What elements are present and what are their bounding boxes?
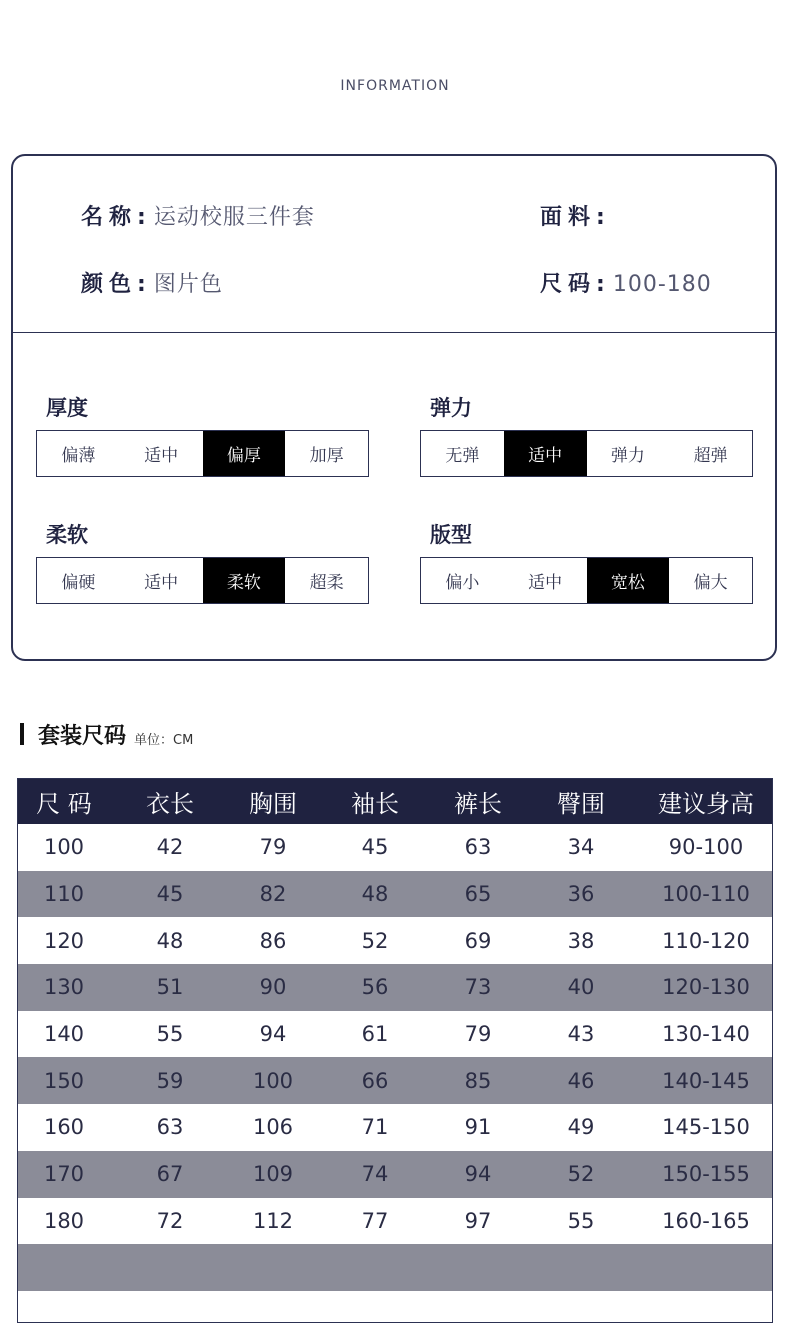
info-color: 颜色: 图片色 — [81, 272, 223, 297]
table-cell: 86 — [259, 928, 287, 953]
attr-option: 偏大 — [693, 573, 728, 593]
table-cell: 43 — [567, 1022, 595, 1047]
table-cell: 48 — [361, 882, 389, 907]
table-cell: 42 — [156, 835, 184, 860]
attr-option: 偏小 — [445, 573, 480, 593]
table-row — [18, 1244, 772, 1291]
table-header-cell: 尺 码 — [36, 790, 92, 818]
size-section-heading: 套装尺码 — [38, 723, 127, 749]
table-cell: 85 — [464, 1068, 492, 1093]
attr-option: 超柔 — [309, 573, 344, 593]
attr-softness-options — [36, 557, 369, 604]
table-cell: 73 — [464, 975, 492, 1000]
info-name-value: 运动校服三件套 — [153, 205, 315, 230]
table-cell: 74 — [361, 1162, 389, 1187]
size-section-title — [20, 720, 193, 748]
attr-softness-title: 柔软 — [46, 523, 88, 547]
table-row — [18, 917, 772, 964]
attr-option: 加厚 — [309, 446, 344, 466]
table-cell: 97 — [464, 1208, 492, 1233]
attr-option: 适中 — [144, 446, 179, 466]
table-cell: 106 — [252, 1115, 294, 1140]
info-fabric-label: 面料 — [540, 205, 597, 230]
table-cell: 49 — [567, 1115, 595, 1140]
table-cell: 36 — [567, 882, 595, 907]
table-cell: 130-140 — [662, 1022, 750, 1047]
table-cell: 90-100 — [668, 835, 744, 860]
table-cell: 130 — [43, 975, 85, 1000]
page-heading: INFORMATION — [340, 78, 450, 94]
table-cell: 48 — [156, 928, 184, 953]
table-cell: 120-130 — [662, 975, 750, 1000]
table-cell: 100-110 — [662, 882, 750, 907]
table-cell: 45 — [156, 882, 184, 907]
info-color-value: 图片色 — [153, 272, 223, 297]
attr-option: 偏薄 — [61, 446, 96, 466]
table-cell: 40 — [567, 975, 595, 1000]
table-cell: 160-165 — [662, 1208, 750, 1233]
size-table — [17, 778, 773, 1323]
table-cell: 79 — [259, 835, 287, 860]
table-cell: 52 — [361, 928, 389, 953]
attr-fit-options — [420, 557, 753, 604]
table-cell: 55 — [156, 1022, 184, 1047]
table-cell: 145-150 — [662, 1115, 750, 1140]
attr-elasticity-title: 弹力 — [430, 396, 472, 420]
table-cell: 180 — [43, 1208, 85, 1233]
table-cell: 79 — [464, 1022, 492, 1047]
table-cell: 110-120 — [662, 928, 750, 953]
product-info-card — [11, 154, 777, 661]
attr-option: 超弹 — [693, 446, 728, 466]
table-cell: 90 — [259, 975, 287, 1000]
table-cell: 140 — [43, 1022, 85, 1047]
info-size-label: 尺码 — [540, 272, 597, 297]
table-cell: 46 — [567, 1068, 595, 1093]
attr-option: 适中 — [528, 573, 563, 593]
table-cell: 120 — [43, 928, 85, 953]
table-cell: 100 — [252, 1068, 294, 1093]
table-row — [18, 824, 772, 871]
attr-fit-title: 版型 — [430, 523, 472, 547]
table-cell: 61 — [361, 1022, 389, 1047]
table-row — [18, 964, 772, 1011]
attr-option: 偏硬 — [61, 573, 96, 593]
attr-option: 宽松 — [587, 558, 670, 603]
title-bar-marker — [20, 723, 24, 745]
table-row — [18, 1104, 772, 1151]
table-cell: 170 — [43, 1162, 85, 1187]
attr-elasticity-options — [420, 430, 753, 477]
table-cell: 82 — [259, 882, 287, 907]
table-cell: 66 — [361, 1068, 389, 1093]
table-cell: 77 — [361, 1208, 389, 1233]
info-size: 尺码: 100-180 — [540, 272, 712, 297]
table-header-cell: 胸围 — [249, 790, 297, 818]
table-header-cell: 裤长 — [454, 790, 502, 818]
table-cell: 112 — [252, 1208, 294, 1233]
table-row — [18, 1057, 772, 1104]
table-cell: 38 — [567, 928, 595, 953]
table-cell: 34 — [567, 835, 595, 860]
table-cell: 140-145 — [662, 1068, 750, 1093]
info-name: 名称: 运动校服三件套 — [81, 205, 315, 230]
table-cell: 59 — [156, 1068, 184, 1093]
table-cell: 109 — [252, 1162, 294, 1187]
table-cell: 100 — [43, 835, 85, 860]
table-cell: 94 — [464, 1162, 492, 1187]
table-row — [18, 1291, 772, 1323]
table-cell: 52 — [567, 1162, 595, 1187]
table-cell: 94 — [259, 1022, 287, 1047]
table-cell: 160 — [43, 1115, 85, 1140]
table-cell: 150 — [43, 1068, 85, 1093]
table-cell: 67 — [156, 1162, 184, 1187]
card-divider — [13, 332, 775, 333]
attr-option: 适中 — [144, 573, 179, 593]
table-row — [18, 1151, 772, 1198]
table-cell: 65 — [464, 882, 492, 907]
attr-option: 适中 — [504, 431, 587, 476]
table-header-cell: 建议身高 — [658, 790, 754, 818]
attr-thickness-options — [36, 430, 369, 477]
attr-thickness-title: 厚度 — [46, 396, 88, 420]
table-cell: 63 — [464, 835, 492, 860]
table-row — [18, 871, 772, 918]
table-cell: 45 — [361, 835, 389, 860]
info-size-value: 100-180 — [612, 272, 712, 297]
info-color-label: 颜色 — [81, 272, 138, 297]
attr-option: 柔软 — [203, 558, 286, 603]
table-cell: 55 — [567, 1208, 595, 1233]
size-section-unit: 单位：CM — [134, 732, 194, 748]
attr-option: 无弹 — [445, 446, 480, 466]
table-cell: 69 — [464, 928, 492, 953]
table-cell: 63 — [156, 1115, 184, 1140]
table-cell: 56 — [361, 975, 389, 1000]
table-row — [18, 1011, 772, 1058]
info-fabric: 面料: — [540, 205, 605, 230]
table-cell: 72 — [156, 1208, 184, 1233]
table-cell: 71 — [361, 1115, 389, 1140]
table-header-cell: 臀围 — [557, 790, 605, 818]
table-cell: 91 — [464, 1115, 492, 1140]
table-cell: 110 — [43, 882, 85, 907]
table-row — [18, 1198, 772, 1245]
table-header-cell: 衣长 — [146, 790, 194, 818]
info-name-label: 名称 — [81, 205, 138, 230]
table-header-row — [18, 779, 772, 824]
table-cell: 51 — [156, 975, 184, 1000]
table-header-cell: 袖长 — [351, 790, 399, 818]
table-cell: 150-155 — [662, 1162, 750, 1187]
attr-option: 弹力 — [610, 446, 645, 466]
attr-option: 偏厚 — [203, 431, 286, 476]
